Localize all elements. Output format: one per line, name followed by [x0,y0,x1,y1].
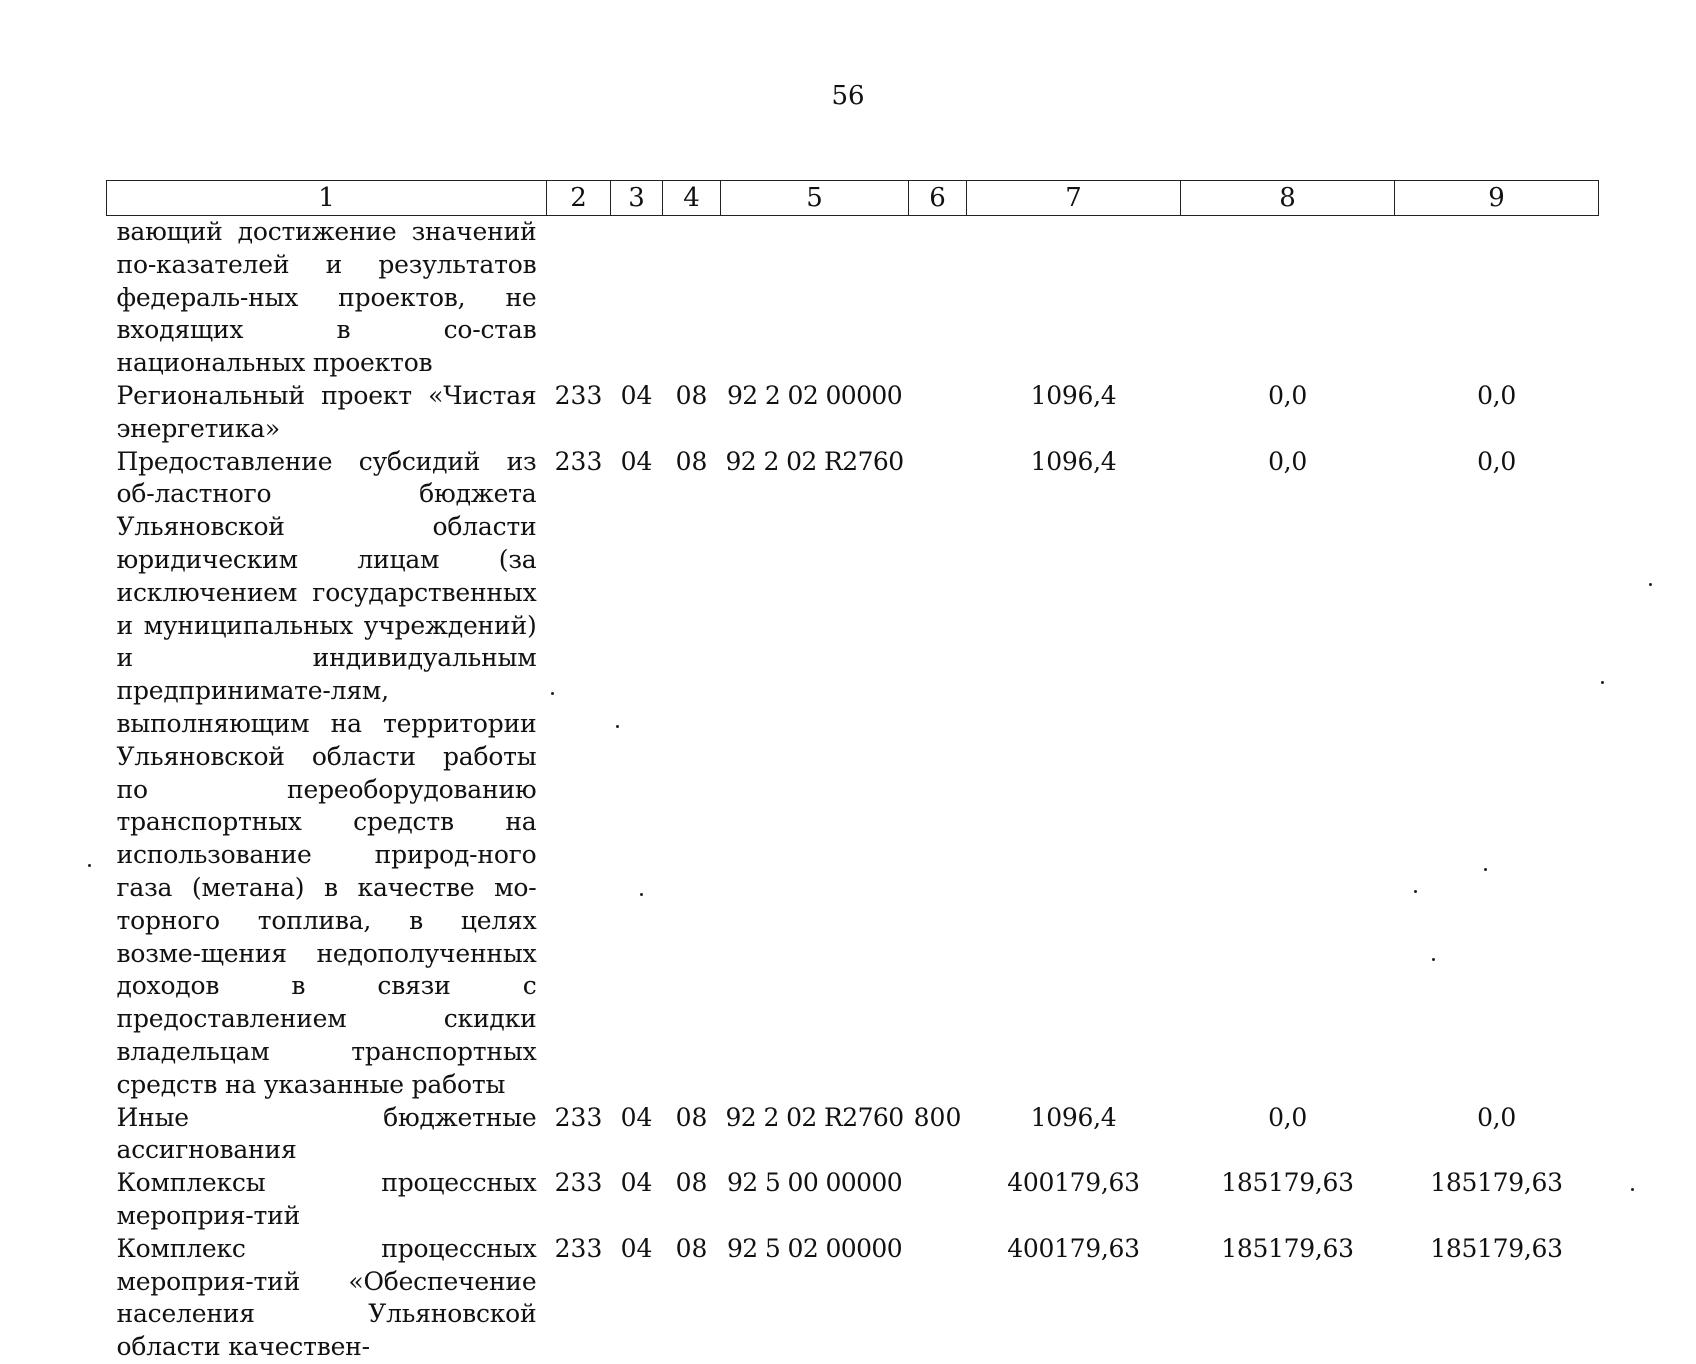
row-amount-3: 0,0 [1477,446,1516,476]
row-amount-3 [1395,216,1599,380]
row-amount-3: 0,0 [1477,380,1516,410]
row-amount-1 [967,216,1181,380]
scan-speck [1414,890,1417,893]
row-section: 04 [620,446,653,476]
row-amount-3: 185179,63 [1430,1233,1563,1263]
row-amount-1: 1096,4 [1030,446,1117,476]
table-header [107,181,1599,216]
row-expense-type [909,216,967,380]
row-amount-1: 1096,4 [1030,1102,1117,1132]
budget-table [106,180,1599,1364]
row-ministry: 233 [554,1233,603,1263]
scan-speck [616,725,619,728]
table-row [107,216,1599,380]
header-col-4: 4 [663,181,721,216]
table-row [107,446,1599,1102]
row-amount-2: 185179,63 [1221,1233,1354,1263]
header-col-8: 8 [1181,181,1395,216]
row-subsection: 08 [675,1233,708,1263]
row-amount-2: 0,0 [1268,380,1307,410]
row-name: Предоставление субсидий из об-ластного бюджета Ульяновской области юридическим лицам (за исключением государственных и муниципальных учреждений) и индивидуальным предпринимате-лям, выполняющим на территории Ульяновской области работы по переоборудованию транспортных средств на использование природ-ного газа (метана) в качестве мо-торного топлива, в целях возме-щения недополученных доходов в связи с предоставлением скидки владельцам транспортных средств на указанные работы [116,446,537,1099]
scan-speck [88,864,91,867]
row-target: 92 2 02 R2760 [725,446,904,476]
row-name: Комплекс процессных мероприя-тий «Обеспечение населения Ульяновской области качествен- [116,1233,537,1362]
table-row [107,1233,1599,1364]
header-col-2: 2 [547,181,611,216]
row-target: 92 5 02 00000 [726,1233,903,1263]
header-col-1: 1 [107,181,547,216]
row-amount-2: 0,0 [1268,446,1307,476]
row-ministry: 233 [554,446,603,476]
row-target: 92 2 02 R2760 [725,1102,904,1132]
row-expense-type [909,380,967,446]
header-col-5: 5 [721,181,909,216]
row-target: 92 5 00 00000 [726,1168,903,1198]
scan-speck [551,692,554,695]
table-body [107,216,1599,1364]
scan-speck [1484,868,1487,871]
row-section [611,216,663,380]
row-amount-2: 185179,63 [1221,1168,1354,1198]
row-name: Иные бюджетные ассигнования [116,1102,537,1165]
row-amount-1: 400179,63 [1007,1233,1140,1263]
row-amount-3: 185179,63 [1430,1168,1563,1198]
scan-speck [1601,681,1604,684]
row-target [721,216,909,380]
row-expense-type [909,1233,967,1364]
header-col-6: 6 [909,181,967,216]
header-col-9: 9 [1395,181,1599,216]
row-amount-2 [1181,216,1395,380]
header-col-7: 7 [967,181,1181,216]
row-amount-1: 1096,4 [1030,380,1117,410]
row-section: 04 [620,380,653,410]
row-section: 04 [620,1102,653,1132]
row-name: вающий достижение значений по-казателей и результатов федераль-ных проектов, не входящих в со-став национальных проектов [116,217,537,378]
header-col-3: 3 [611,181,663,216]
row-expense-type [909,446,967,1102]
scan-speck [1432,958,1435,961]
row-ministry: 233 [554,1168,603,1198]
header-row [107,181,1599,216]
row-subsection: 08 [675,1102,708,1132]
scan-speck [1649,583,1652,586]
row-ministry [547,216,611,380]
row-subsection [663,216,721,380]
row-section: 04 [620,1233,653,1263]
row-amount-2: 0,0 [1268,1102,1307,1132]
row-subsection: 08 [675,380,708,410]
row-subsection: 08 [675,1168,708,1198]
row-name: Региональный проект «Чистая энергетика» [116,380,537,443]
row-section: 04 [620,1168,653,1198]
scan-speck [640,893,643,896]
row-target: 92 2 02 00000 [726,380,903,410]
row-ministry: 233 [554,1102,603,1132]
scan-speck [1631,1188,1634,1191]
row-amount-1: 400179,63 [1007,1168,1140,1198]
row-name: Комплексы процессных мероприя-тий [116,1168,537,1230]
row-expense-type: 800 [913,1102,962,1132]
page-number: 56 [831,81,865,111]
row-amount-3: 0,0 [1477,1102,1516,1132]
table-row [107,380,1599,446]
row-subsection: 08 [675,446,708,476]
table-row [107,1102,1599,1168]
row-ministry: 233 [554,380,603,410]
